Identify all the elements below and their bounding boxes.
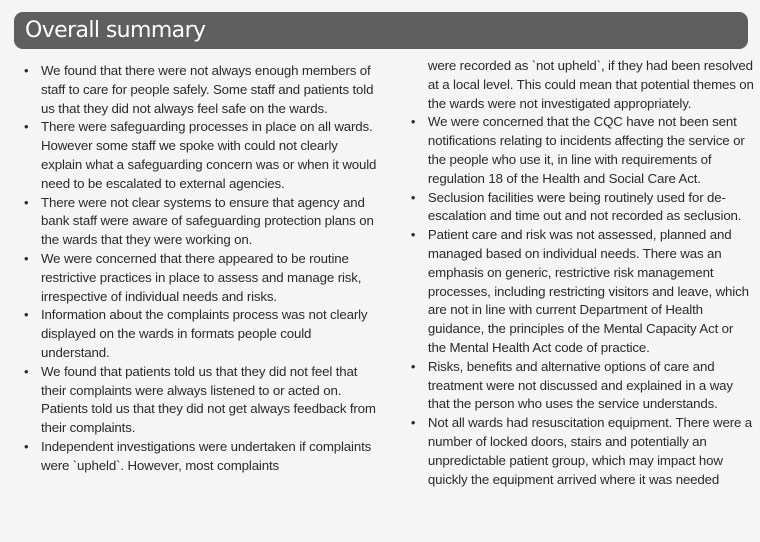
- list-item: • We were concerned that the CQC have not been sent notifications relating to incidents affecting the service or the people who use it, in line with requirements of regulation 18 of the Health and Social Care Act.: [411, 113, 754, 188]
- list-item: • Independent investigations were undertaken if complaints were `upheld`. However, most complaints: [24, 438, 377, 476]
- list-item: • There were safeguarding processes in place on all wards. However some staff we spoke with could not clearly explain what a safeguarding concern was or when it would need to be escalated to external agencies.: [24, 118, 377, 193]
- list-item: • We were concerned that there appeared to be routine restrictive practices in place to assess and manage risk, irrespective of individual needs and risks.: [24, 250, 377, 306]
- list-item: • There were not clear systems to ensure that agency and bank staff were aware of safeguarding protection plans on the wards that they were working on.: [24, 194, 377, 250]
- list-item: • We found that there were not always enough members of staff to care for people safely. Some staff and patients told us that they did not always feel safe on the wards.: [24, 62, 377, 118]
- left-column-list: [24, 62, 377, 489]
- list-item: • Information about the complaints process was not clearly displayed on the wards in formats people could understand.: [24, 306, 377, 362]
- list-item: • Risks, benefits and alternative options of care and treatment were not discussed and explained in a way that the person who uses the service understands.: [411, 358, 754, 414]
- section-header: [14, 12, 748, 49]
- list-item: • Not all wards had resuscitation equipment. There were a number of locked doors, stairs and potentially an unpredictable patient group, which may impact how quickly the equipment arrived where it was needed: [411, 414, 754, 489]
- list-item-continuation: were recorded as `not upheld`, if they had been resolved at a local level. This could mean that potential themes on the wards were not investigated appropriately.: [427, 58, 754, 111]
- right-column-list: [411, 57, 754, 489]
- summary-columns: [24, 58, 754, 489]
- list-item: • Patient care and risk was not assessed, planned and managed based on individual needs. There was an emphasis on generic, restrictive risk management processes, including restricting visitors and leave, which are not in line with current Department of Health guidance, the principles of the Mental Capacity Act or the Mental Health Act code of practice.: [411, 226, 754, 358]
- section-title: Overall summary: [25, 17, 206, 43]
- list-item: • Seclusion facilities were being routinely used for de-escalation and time out and not recorded as seclusion.: [411, 189, 754, 227]
- list-item: • We found that patients told us that they did not feel that their complaints were always listened to or acted on. Patients told us that they did not get always feedback from their complaints.: [24, 363, 377, 438]
